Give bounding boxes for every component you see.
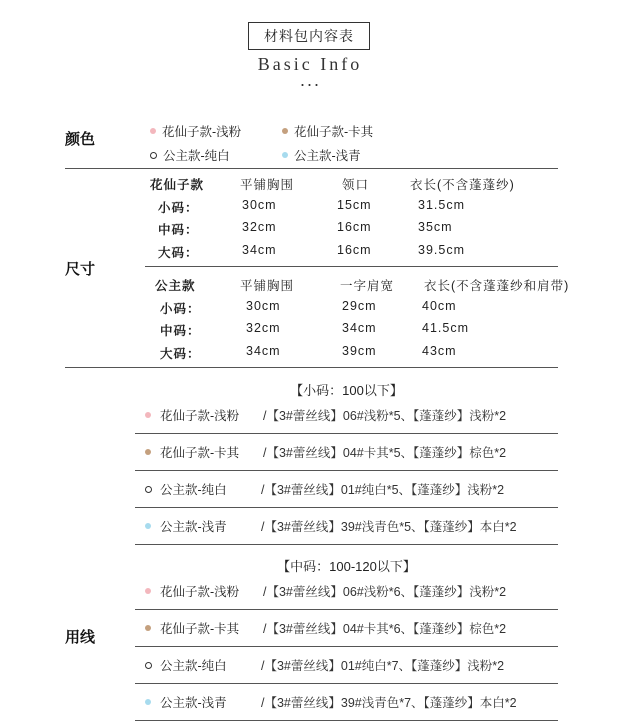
- thread-row: [135, 609, 558, 647]
- color-item: [282, 122, 373, 140]
- size-value: 16cm: [337, 220, 372, 234]
- color-dot-icon: [145, 625, 151, 631]
- thread-detail: /【3#蕾丝线】39#浅青色*7、【蓬蓬纱】本白*2: [261, 696, 517, 710]
- size-table-header: 衣长(不含蓬蓬纱): [410, 178, 515, 192]
- thread-detail: /【3#蕾丝线】01#纯白*7、【蓬蓬纱】浅粉*2: [261, 659, 505, 673]
- color-item: [282, 146, 361, 164]
- thread-row: [135, 507, 558, 545]
- section-divider: [65, 367, 558, 368]
- thread-detail: /【3#蕾丝线】04#卡其*6、【蓬蓬纱】棕色*2: [263, 622, 507, 636]
- color-name: 花仙子款-浅粉: [162, 125, 242, 139]
- color-name: 公主款-浅青: [294, 149, 361, 163]
- thread-style-name: 公主款-纯白: [160, 483, 227, 497]
- color-name: 花仙子款-卡其: [294, 125, 374, 139]
- page-title: 材料包内容表: [248, 22, 370, 50]
- color-dot-icon: [145, 588, 151, 594]
- size-table-header: 公主款: [155, 279, 196, 293]
- size-value: 31.5cm: [418, 198, 465, 212]
- size-value: 39.5cm: [418, 243, 465, 257]
- color-dot-icon: [145, 662, 152, 669]
- size-table-header: 领口: [342, 178, 370, 192]
- size-value: 34cm: [242, 243, 277, 257]
- size-row-label: 大码：: [160, 347, 201, 361]
- thread-row: [135, 470, 558, 508]
- section-divider: [65, 168, 558, 169]
- thread-group-heading: 【中码：100-120以下】: [277, 559, 416, 574]
- color-dot-icon: [150, 128, 156, 134]
- color-dot-icon: [145, 699, 151, 705]
- size-value: 32cm: [246, 321, 281, 335]
- thread-row: [135, 396, 558, 434]
- size-row-label: 中码：: [158, 223, 199, 237]
- size-row-label: 小码：: [160, 302, 201, 316]
- size-value: 43cm: [422, 344, 457, 358]
- thread-style-name: 花仙子款-卡其: [160, 446, 240, 460]
- size-table-header: 一字肩宽: [340, 279, 395, 293]
- size-table-header: 花仙子款: [150, 178, 205, 192]
- thread-group-heading: 【小码：100以下】: [290, 383, 403, 398]
- thread-style-name: 公主款-浅青: [160, 520, 227, 534]
- thread-section-label: 用线: [65, 629, 96, 646]
- thread-style-name: 公主款-浅青: [160, 696, 227, 710]
- color-name: 公主款-纯白: [163, 149, 230, 163]
- color-item: [150, 146, 230, 164]
- page-subtitle: Basic Info: [257, 54, 363, 74]
- size-value: 30cm: [246, 299, 281, 313]
- size-value: 41.5cm: [422, 321, 469, 335]
- color-item: [150, 122, 241, 140]
- size-value: 39cm: [342, 344, 377, 358]
- ellipsis-divider: ···: [299, 74, 321, 94]
- color-dot-icon: [145, 486, 152, 493]
- size-row-label: 小码：: [158, 201, 199, 215]
- thread-row: [135, 572, 558, 610]
- size-value: 34cm: [342, 321, 377, 335]
- size-row-label: 中码：: [160, 324, 201, 338]
- size-value: 15cm: [337, 198, 372, 212]
- thread-style-name: 花仙子款-浅粉: [160, 409, 240, 423]
- size-value: 40cm: [422, 299, 457, 313]
- size-value: 16cm: [337, 243, 372, 257]
- thread-style-name: 花仙子款-卡其: [160, 622, 240, 636]
- thread-row: [135, 433, 558, 471]
- size-value: 35cm: [418, 220, 453, 234]
- color-dot-icon: [282, 128, 288, 134]
- size-table-header: 平铺胸围: [240, 279, 295, 293]
- size-value: 32cm: [242, 220, 277, 234]
- thread-row: [135, 646, 558, 684]
- color-section-label: 颜色: [65, 131, 96, 148]
- size-row-label: 大码：: [158, 246, 199, 260]
- thread-style-name: 花仙子款-浅粉: [160, 585, 240, 599]
- size-section-label: 尺寸: [65, 261, 96, 278]
- size-table-header: 衣长(不含蓬蓬纱和肩带): [424, 279, 570, 293]
- thread-detail: /【3#蕾丝线】01#纯白*5、【蓬蓬纱】浅粉*2: [261, 483, 505, 497]
- size-value: 30cm: [242, 198, 277, 212]
- thread-style-name: 公主款-纯白: [160, 659, 227, 673]
- color-dot-icon: [282, 152, 288, 158]
- color-dot-icon: [145, 412, 151, 418]
- color-dot-icon: [145, 523, 151, 529]
- size-table-header: 平铺胸围: [240, 178, 295, 192]
- color-dot-icon: [145, 449, 151, 455]
- table-divider: [145, 266, 558, 267]
- thread-detail: /【3#蕾丝线】06#浅粉*6、【蓬蓬纱】浅粉*2: [263, 585, 507, 599]
- thread-detail: /【3#蕾丝线】39#浅青色*5、【蓬蓬纱】本白*2: [261, 520, 517, 534]
- color-dot-icon: [150, 152, 157, 159]
- thread-detail: /【3#蕾丝线】04#卡其*5、【蓬蓬纱】棕色*2: [263, 446, 507, 460]
- size-value: 34cm: [246, 344, 281, 358]
- size-value: 29cm: [342, 299, 377, 313]
- thread-detail: /【3#蕾丝线】06#浅粉*5、【蓬蓬纱】浅粉*2: [263, 409, 507, 423]
- thread-row: [135, 683, 558, 721]
